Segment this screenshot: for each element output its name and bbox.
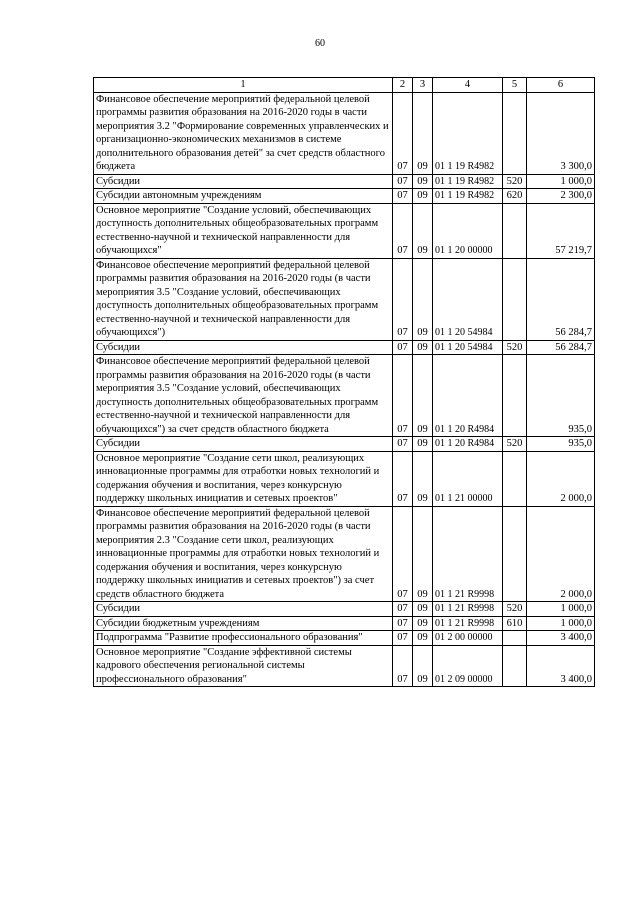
row-name-cell: Основное мероприятие "Создание сети школ, реализующих инновационные программы для отработки новых технологий и содержания обучения и воспитания, через конкурсную поддержку школьных инициатив и сетевых проектов" [94, 451, 393, 506]
row-amount-cell: 1 000,0 [527, 174, 595, 189]
row-amount-cell: 2 300,0 [527, 189, 595, 204]
row-target-code-cell: 01 1 20 R4984 [433, 355, 503, 437]
row-name-cell: Субсидии [94, 602, 393, 617]
row-subsection-cell: 09 [413, 340, 433, 355]
header-cell-1: 1 [94, 78, 393, 93]
table-row [94, 174, 595, 189]
row-subsection-cell: 09 [413, 437, 433, 452]
row-section-cell: 07 [393, 258, 413, 340]
row-expense-type-cell [503, 451, 527, 506]
row-target-code-cell: 01 1 20 54984 [433, 258, 503, 340]
row-section-cell: 07 [393, 616, 413, 631]
row-amount-cell: 935,0 [527, 437, 595, 452]
row-subsection-cell: 09 [413, 92, 433, 174]
table-header-row [94, 78, 595, 93]
row-section-cell: 07 [393, 645, 413, 687]
table-row [94, 616, 595, 631]
row-expense-type-cell: 520 [503, 174, 527, 189]
row-amount-cell: 3 400,0 [527, 631, 595, 646]
row-amount-cell: 3 400,0 [527, 645, 595, 687]
row-expense-type-cell [503, 203, 527, 258]
row-target-code-cell: 01 1 20 54984 [433, 340, 503, 355]
budget-table [93, 77, 595, 687]
table-row [94, 602, 595, 617]
row-expense-type-cell: 520 [503, 437, 527, 452]
row-amount-cell: 56 284,7 [527, 258, 595, 340]
row-subsection-cell: 09 [413, 506, 433, 602]
row-amount-cell: 2 000,0 [527, 451, 595, 506]
header-cell-6: 6 [527, 78, 595, 93]
row-name-cell: Финансовое обеспечение мероприятий федеральной целевой программы развития образования на 2016-2020 годы (в части мероприятия 3.5 "Создание условий, обеспечивающих доступность дополнительных общеобразовательных программ естественно-научной и технической направленности для обучающихся") [94, 258, 393, 340]
row-name-cell: Финансовое обеспечение мероприятий федеральной целевой программы развития образования на 2016-2020 годы (в части мероприятия 3.5 "Создание условий, обеспечивающих доступность дополнительных общеобразовательных программ естественно-научной и технической направленности для обучающихся") за счет средств областного бюджета [94, 355, 393, 437]
row-subsection-cell: 09 [413, 602, 433, 617]
row-amount-cell: 1 000,0 [527, 616, 595, 631]
row-section-cell: 07 [393, 437, 413, 452]
row-expense-type-cell: 520 [503, 340, 527, 355]
row-section-cell: 07 [393, 451, 413, 506]
table-row [94, 437, 595, 452]
row-amount-cell: 3 300,0 [527, 92, 595, 174]
row-target-code-cell: 01 1 19 R4982 [433, 189, 503, 204]
row-target-code-cell: 01 2 00 00000 [433, 631, 503, 646]
header-cell-5: 5 [503, 78, 527, 93]
table-row [94, 340, 595, 355]
table-row [94, 631, 595, 646]
table-row [94, 506, 595, 602]
row-target-code-cell: 01 1 21 R9998 [433, 616, 503, 631]
row-name-cell: Субсидии [94, 174, 393, 189]
row-section-cell: 07 [393, 92, 413, 174]
row-amount-cell: 56 284,7 [527, 340, 595, 355]
row-name-cell: Финансовое обеспечение мероприятий федеральной целевой программы развития образования на 2016-2020 годы (в части мероприятия 2.3 "Создание сети школ, реализующих инновационные программы для отработки новых технологий и содержания обучения и воспитания, через конкурсную поддержку школьных инициатив и сетевых проектов") за счет средств областного бюджета [94, 506, 393, 602]
row-target-code-cell: 01 1 20 00000 [433, 203, 503, 258]
row-section-cell: 07 [393, 203, 413, 258]
row-section-cell: 07 [393, 631, 413, 646]
row-expense-type-cell [503, 631, 527, 646]
table-row [94, 645, 595, 687]
row-subsection-cell: 09 [413, 355, 433, 437]
row-section-cell: 07 [393, 602, 413, 617]
row-subsection-cell: 09 [413, 258, 433, 340]
row-amount-cell: 1 000,0 [527, 602, 595, 617]
table-row [94, 92, 595, 174]
row-subsection-cell: 09 [413, 631, 433, 646]
row-subsection-cell: 09 [413, 645, 433, 687]
row-expense-type-cell [503, 645, 527, 687]
row-subsection-cell: 09 [413, 174, 433, 189]
row-subsection-cell: 09 [413, 451, 433, 506]
table-row [94, 258, 595, 340]
header-cell-4: 4 [433, 78, 503, 93]
row-amount-cell: 2 000,0 [527, 506, 595, 602]
header-cell-3: 3 [413, 78, 433, 93]
row-section-cell: 07 [393, 340, 413, 355]
row-name-cell: Финансовое обеспечение мероприятий федеральной целевой программы развития образования на 2016-2020 годы в части мероприятия 3.2 "Формирование современных управленческих и организационно-экономических механизмов в системе дополнительного образования детей" за счет средств областного бюджета [94, 92, 393, 174]
row-name-cell: Основное мероприятие "Создание условий, обеспечивающих доступность дополнительных общеобразовательных программ естественно-научной и технической направленности для обучающихся" [94, 203, 393, 258]
row-expense-type-cell [503, 506, 527, 602]
header-cell-2: 2 [393, 78, 413, 93]
row-section-cell: 07 [393, 174, 413, 189]
row-section-cell: 07 [393, 506, 413, 602]
row-expense-type-cell [503, 355, 527, 437]
row-target-code-cell: 01 1 21 R9998 [433, 602, 503, 617]
row-subsection-cell: 09 [413, 616, 433, 631]
row-amount-cell: 57 219,7 [527, 203, 595, 258]
row-name-cell: Субсидии [94, 437, 393, 452]
row-expense-type-cell: 520 [503, 602, 527, 617]
row-target-code-cell: 01 1 21 00000 [433, 451, 503, 506]
row-target-code-cell: 01 2 09 00000 [433, 645, 503, 687]
row-target-code-cell: 01 1 19 R4982 [433, 92, 503, 174]
row-name-cell: Субсидии бюджетным учреждениям [94, 616, 393, 631]
row-subsection-cell: 09 [413, 189, 433, 204]
table-row [94, 451, 595, 506]
row-section-cell: 07 [393, 355, 413, 437]
row-target-code-cell: 01 1 19 R4982 [433, 174, 503, 189]
row-subsection-cell: 09 [413, 203, 433, 258]
row-target-code-cell: 01 1 20 R4984 [433, 437, 503, 452]
table-row [94, 203, 595, 258]
row-expense-type-cell: 610 [503, 616, 527, 631]
row-expense-type-cell [503, 258, 527, 340]
row-expense-type-cell [503, 92, 527, 174]
row-target-code-cell: 01 1 21 R9998 [433, 506, 503, 602]
table-row [94, 189, 595, 204]
page-number: 60 [315, 38, 325, 49]
row-name-cell: Основное мероприятие "Создание эффективной системы кадрового обеспечения региональной системы профессионального образования" [94, 645, 393, 687]
row-name-cell: Субсидии автономным учреждениям [94, 189, 393, 204]
row-section-cell: 07 [393, 189, 413, 204]
row-name-cell: Субсидии [94, 340, 393, 355]
row-expense-type-cell: 620 [503, 189, 527, 204]
table-row [94, 355, 595, 437]
row-name-cell: Подпрограмма "Развитие профессионального образования" [94, 631, 393, 646]
row-amount-cell: 935,0 [527, 355, 595, 437]
